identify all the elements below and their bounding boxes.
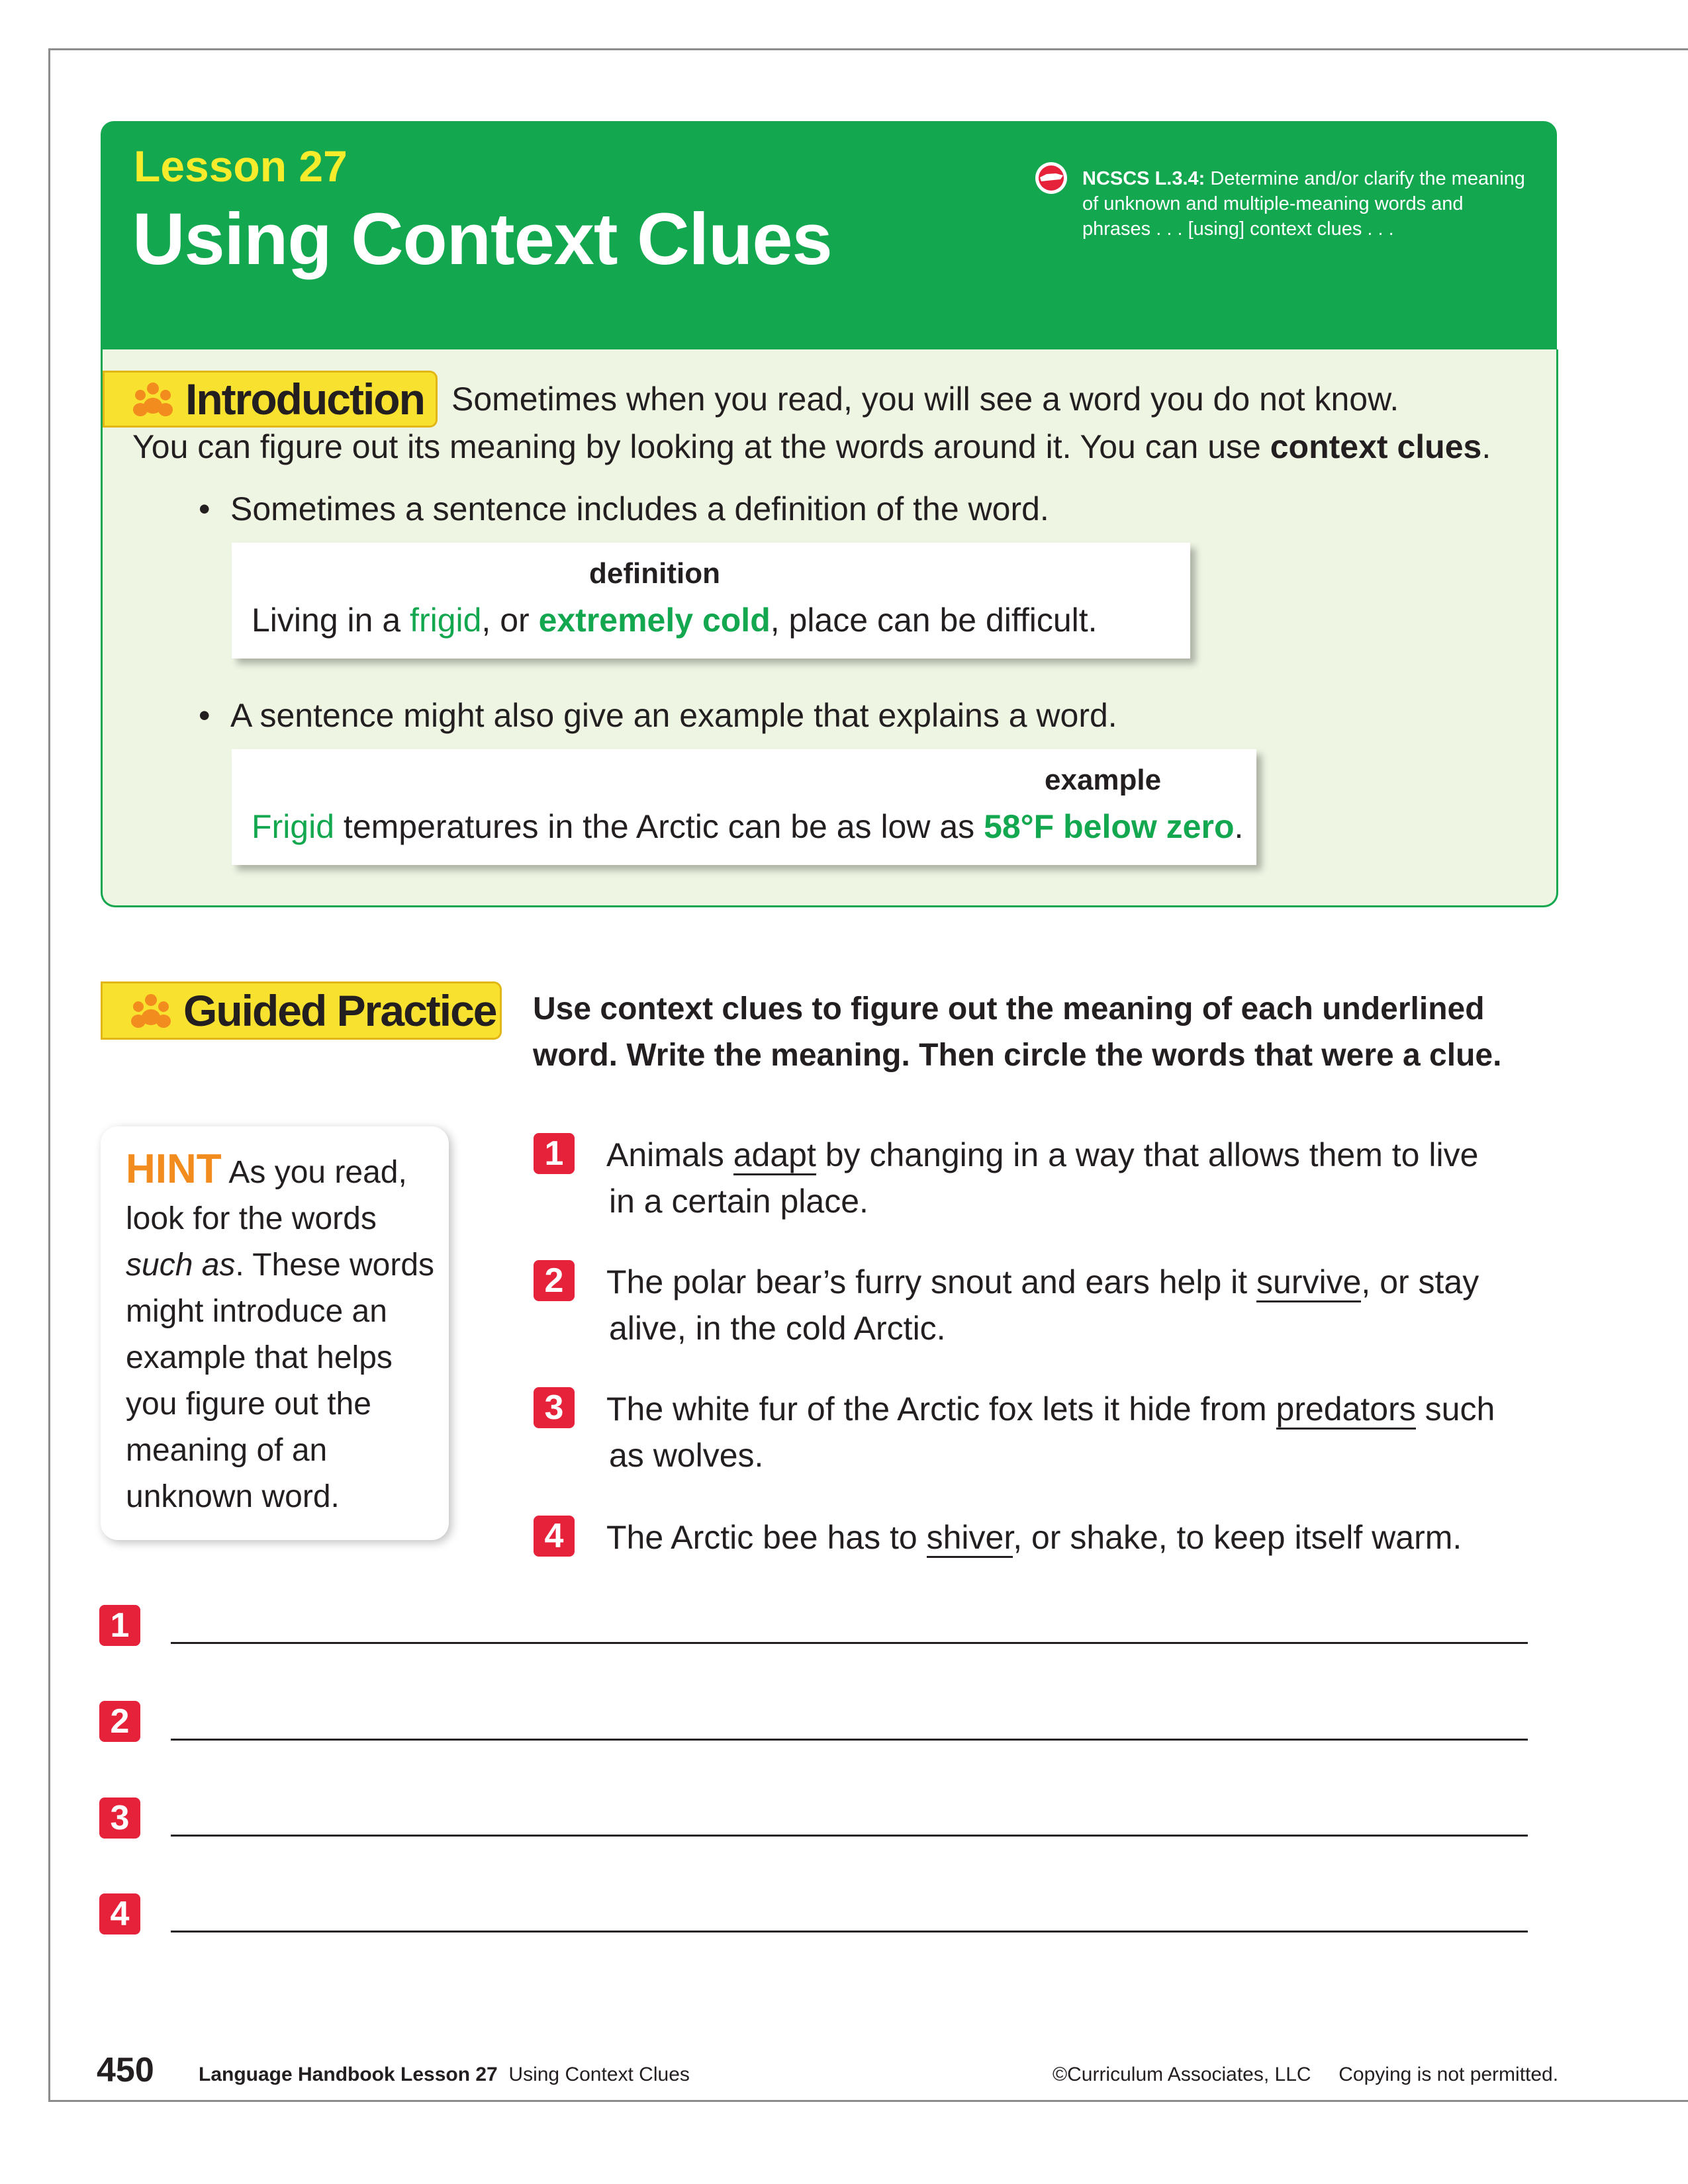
- answer-number-badge: 2: [99, 1701, 140, 1742]
- bullet-example: [199, 696, 1117, 735]
- item-number-badge: 4: [534, 1516, 575, 1557]
- guided-practice-instructions: [533, 986, 1526, 1079]
- standard-code: NCSCS L.3.4:: [1082, 168, 1205, 189]
- example-example-box: [232, 749, 1256, 865]
- underlined-word: adapt: [733, 1136, 816, 1175]
- context-clues-term: context clues: [1270, 428, 1482, 465]
- guided-practice-tab: [101, 981, 502, 1040]
- sentence-part: Living in a: [252, 602, 410, 639]
- item-text: The polar bear’s furry snout and ears help it: [606, 1263, 1257, 1300]
- answer-line-1[interactable]: [171, 1642, 1528, 1644]
- hint-text-part: As you read, look for the words: [126, 1155, 407, 1236]
- item-text: The Arctic bee has to: [606, 1519, 927, 1556]
- north-carolina-state-icon: [1034, 161, 1068, 195]
- hint-italic: such as: [126, 1248, 236, 1283]
- hint-text-part: . These words might introduce an example that helps you figure out the meaning of an unknown word.: [126, 1248, 435, 1514]
- item-line-2: in a certain place.: [609, 1183, 868, 1220]
- underlined-word: predators: [1276, 1390, 1416, 1430]
- item-text: The white fur of the Arctic fox lets it hide from: [606, 1390, 1276, 1428]
- example-sentence: [252, 807, 1243, 846]
- practice-item: [606, 1259, 1479, 1351]
- practice-item: [606, 1514, 1462, 1561]
- hint-card: [101, 1126, 449, 1540]
- hint-label: HINT: [126, 1146, 222, 1192]
- intro-line-2-end: .: [1481, 428, 1491, 465]
- item-line-1: [606, 1132, 1478, 1178]
- bullet-text: A sentence might also give an example that explains a word.: [230, 697, 1117, 734]
- definition-label: definition: [589, 557, 720, 590]
- bullet-text: Sometimes a sentence includes a definition of the word.: [230, 490, 1049, 527]
- lesson-header: [101, 121, 1557, 349]
- item-line-1: [606, 1514, 1462, 1561]
- page-number: 450: [97, 2051, 154, 2089]
- standard-description: Determine and/or clarify the meaning of unknown and multiple-meaning words and phrases . . . [using] context clues . . .: [1082, 168, 1525, 240]
- item-number-badge: 2: [534, 1260, 575, 1301]
- definition-sentence: [252, 601, 1098, 639]
- hint-text: [126, 1146, 437, 1520]
- intro-line-2-start: You can figure out its meaning by looking at the words around it. You can use: [132, 428, 1270, 465]
- item-line-2: as wolves.: [609, 1437, 764, 1474]
- item-line-2: alive, in the cold Arctic.: [609, 1310, 946, 1347]
- page-frame-left: [48, 48, 50, 2100]
- footer-lesson-title: Using Context Clues: [497, 2064, 690, 2085]
- answer-number-badge: 4: [99, 1893, 140, 1934]
- intro-line-2: [132, 428, 1491, 466]
- bullet-dot: •: [199, 490, 211, 527]
- introduction-label: Introduction: [185, 375, 424, 424]
- item-number-badge: 1: [534, 1133, 575, 1174]
- page-frame-top: [48, 48, 1688, 50]
- item-text: Animals: [606, 1136, 733, 1173]
- sentence-part: , or: [481, 602, 539, 639]
- footer-lesson: [199, 2064, 690, 2086]
- underlined-word: shiver: [927, 1519, 1013, 1558]
- page-frame-bottom: [48, 2100, 1688, 2102]
- lesson-title: Using Context Clues: [132, 199, 832, 280]
- standard-text: [1082, 166, 1532, 242]
- guided-practice-label: Guided Practice: [183, 986, 496, 1035]
- item-text: , or shake, to keep itself warm.: [1013, 1519, 1462, 1556]
- instructions-line-2: word. Write the meaning. Then circle the words that were a clue.: [533, 1038, 1502, 1073]
- example-label: example: [1045, 764, 1162, 796]
- bullet-definition: [199, 490, 1049, 528]
- answer-line-3[interactable]: [171, 1835, 1528, 1837]
- item-line-1: [606, 1259, 1479, 1305]
- people-icon: [129, 991, 173, 1030]
- context-clue: 58°F below zero: [984, 808, 1235, 845]
- item-text: , or stay: [1361, 1263, 1479, 1300]
- target-word: frigid: [410, 602, 482, 639]
- instructions-line-1: Use context clues to figure out the meaning of each underlined: [533, 991, 1485, 1026]
- answer-line-4[interactable]: [171, 1931, 1528, 1933]
- lesson-number: Lesson 27: [134, 142, 348, 191]
- underlined-word: survive: [1256, 1263, 1361, 1302]
- target-word: Frigid: [252, 808, 335, 845]
- bullet-dot: •: [199, 697, 211, 734]
- intro-line-1: Sometimes when you read, you will see a word you do not know.: [451, 381, 1399, 418]
- practice-item: [606, 1132, 1478, 1224]
- footer-copyright: ©Curriculum Associates, LLC Copying is not permitted.: [1053, 2064, 1559, 2085]
- definition-example-box: [232, 543, 1190, 659]
- item-text: such: [1415, 1390, 1495, 1428]
- practice-item: [606, 1386, 1495, 1479]
- sentence-part: .: [1234, 808, 1244, 845]
- introduction-tab: [103, 371, 438, 428]
- item-text: by changing in a way that allows them to live: [816, 1136, 1479, 1173]
- answer-line-2[interactable]: [171, 1739, 1528, 1741]
- answer-number-badge: 1: [99, 1605, 140, 1646]
- sentence-part: , place can be difficult.: [770, 602, 1098, 639]
- context-clue: extremely cold: [538, 602, 771, 639]
- answer-number-badge: 3: [99, 1797, 140, 1839]
- footer-book-title: Language Handbook Lesson 27: [199, 2064, 498, 2085]
- item-number-badge: 3: [534, 1387, 575, 1428]
- sentence-part: temperatures in the Arctic can be as low as: [334, 808, 984, 845]
- item-line-1: [606, 1386, 1495, 1432]
- people-icon: [131, 379, 175, 419]
